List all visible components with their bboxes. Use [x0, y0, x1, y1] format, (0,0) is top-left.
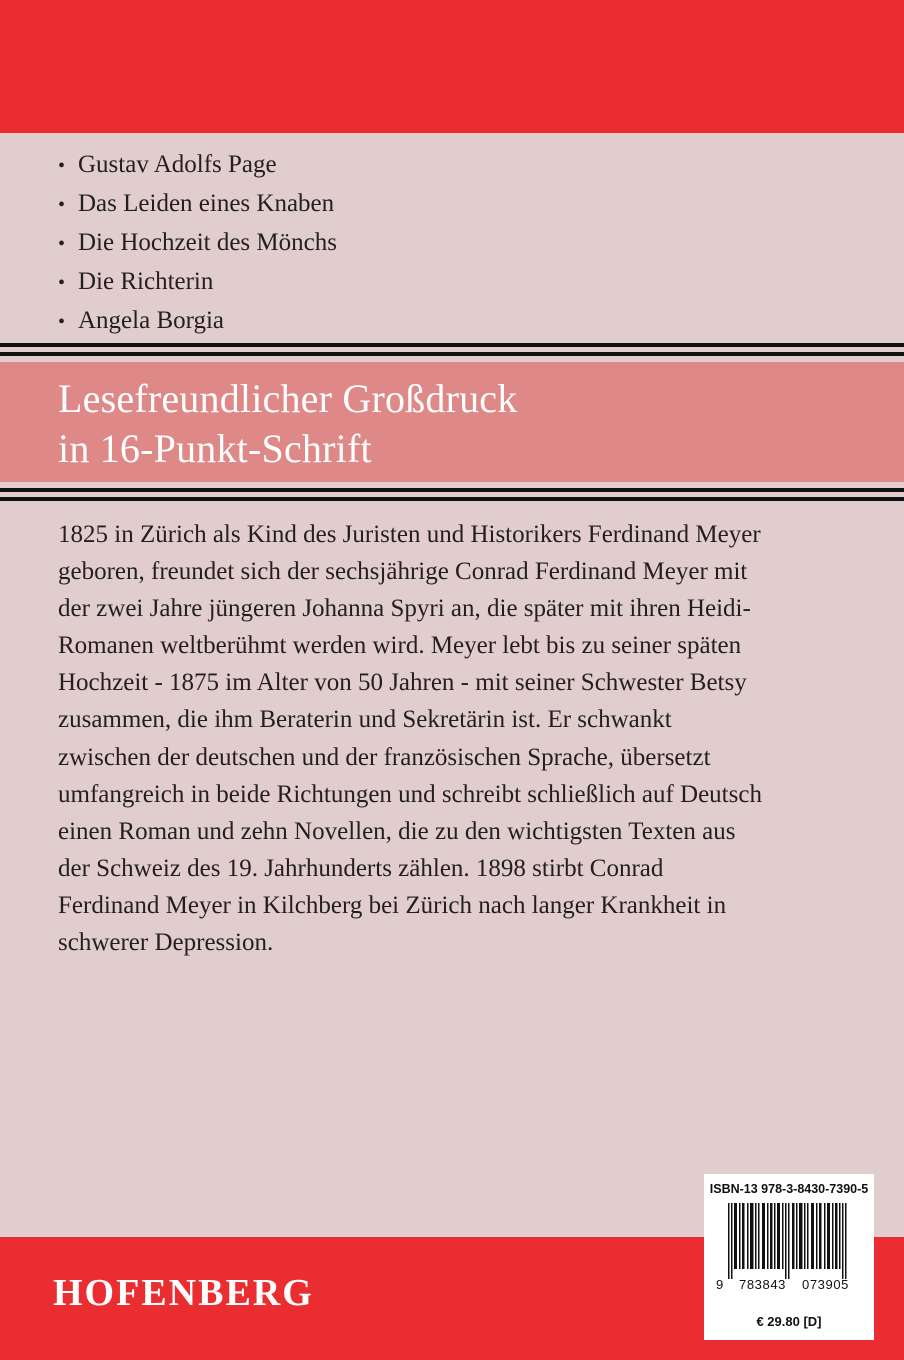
title-text: Die Hochzeit des Mönchs — [78, 229, 337, 256]
bullet-icon: • — [58, 272, 66, 294]
bio-line: Hochzeit - 1875 im Alter von 50 Jahren - mit seiner Schwester Betsy — [58, 669, 747, 697]
barcode-digits-right: 073905 — [802, 1277, 849, 1292]
isbn-barcode-box — [704, 1174, 874, 1340]
title-text: Angela Borgia — [78, 307, 225, 334]
divider-line — [0, 497, 904, 501]
isbn-label: ISBN-13 978-3-8430-7390-5 — [709, 1182, 869, 1196]
top-red-band — [0, 0, 904, 133]
divider-line — [0, 352, 904, 356]
bio-line: der Schweiz des 19. Jahrhunderts zählen. 1898 stirbt Conrad — [58, 854, 664, 882]
price-label: € 29.80 [D] — [756, 1314, 822, 1329]
large-print-banner — [0, 362, 904, 482]
bio-line: Romanen weltberühmt werden wird. Meyer lebt bis zu seiner späten — [58, 632, 742, 660]
barcode-digits-left: 783843 — [739, 1277, 786, 1292]
title-text: Das Leiden eines Knaben — [78, 190, 335, 217]
bio-line: der zwei Jahre jüngeren Johanna Spyri an, die später mit ihren Heidi- — [58, 595, 751, 623]
publisher-name: HOFENBERG — [53, 1272, 314, 1314]
list-item — [58, 302, 337, 341]
barcode-digit-lead: 9 — [716, 1277, 724, 1292]
list-item — [58, 224, 337, 263]
contents-list — [58, 146, 337, 341]
title-text: Gustav Adolfs Page — [78, 151, 277, 178]
bio-line: zwischen der deutschen und der französischen Sprache, übersetzt — [58, 743, 711, 771]
banner-line-1: Lesefreundlicher Großdruck — [58, 376, 518, 421]
bio-line: umfangreich in beide Richtungen und schreibt schließlich auf Deutsch — [58, 780, 762, 808]
bullet-icon: • — [58, 155, 66, 177]
bio-line: 1825 in Zürich als Kind des Juristen und Historikers Ferdinand Meyer — [58, 521, 761, 548]
author-biography — [58, 516, 858, 961]
divider-line — [0, 343, 904, 347]
bullet-icon: • — [58, 194, 66, 216]
bio-line: zusammen, die ihm Beraterin und Sekretärin ist. Er schwankt — [58, 706, 672, 734]
list-item — [58, 185, 337, 224]
bio-line: geboren, freundet sich der sechsjährige Conrad Ferdinand Meyer mit — [58, 558, 748, 586]
bullet-icon: • — [58, 233, 66, 255]
divider-line — [0, 488, 904, 492]
bio-line: Ferdinand Meyer in Kilchberg bei Zürich nach langer Krankheit in — [58, 891, 727, 919]
list-item — [58, 146, 337, 185]
bio-line: schwerer Depression. — [58, 929, 274, 957]
banner-line-2: in 16-Punkt-Schrift — [58, 426, 372, 471]
list-item — [58, 263, 337, 302]
bio-line: einen Roman und zehn Novellen, die zu den wichtigsten Texten aus — [58, 817, 736, 845]
barcode-icon — [718, 1203, 860, 1279]
title-text: Die Richterin — [78, 268, 214, 295]
bullet-icon: • — [58, 311, 66, 333]
